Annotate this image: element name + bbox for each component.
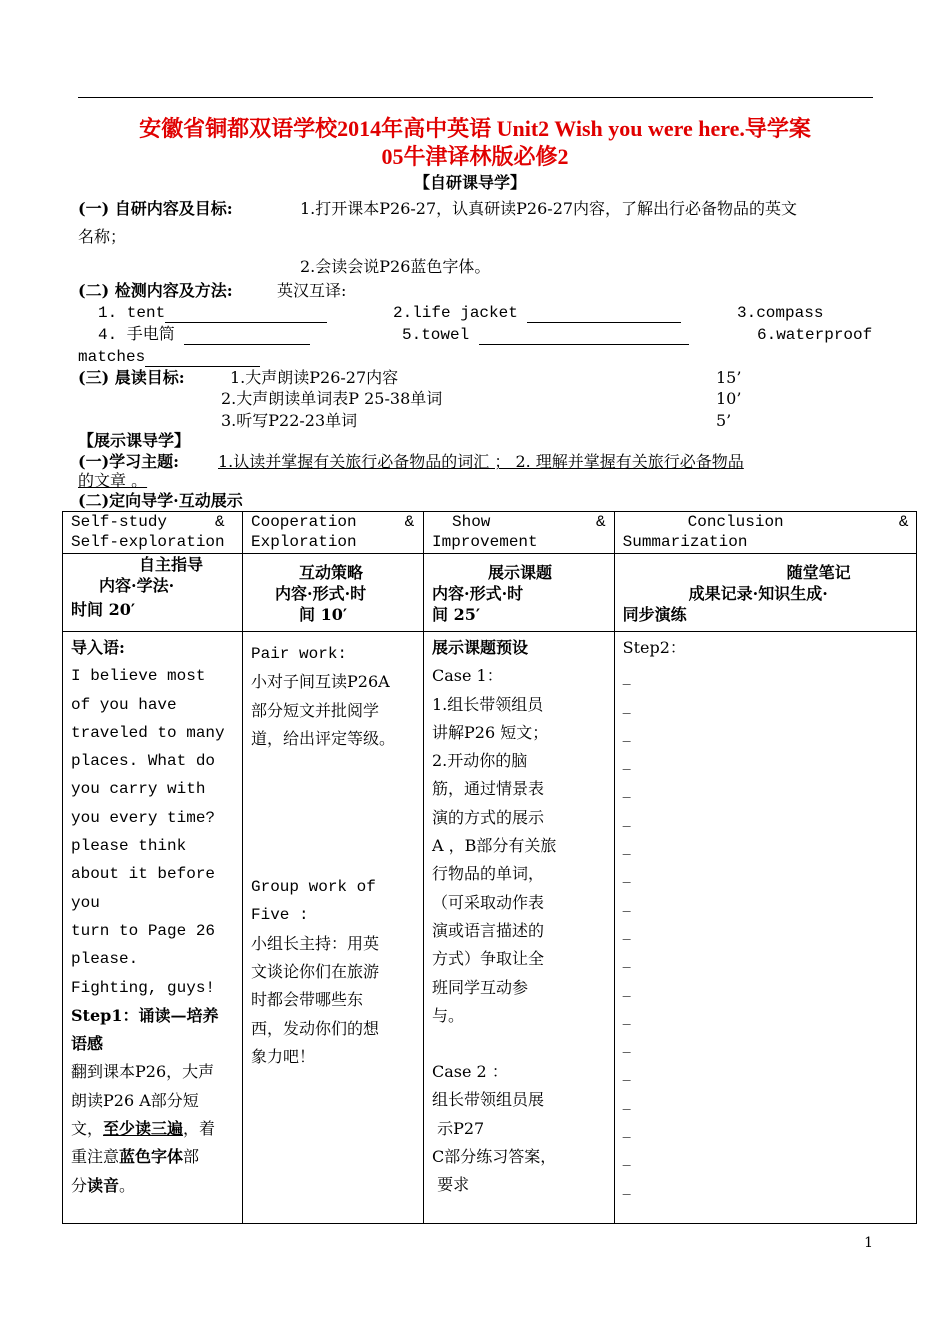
theme-text-2: 的文章 。 [78, 471, 148, 490]
vocab-item-6: 6.waterproof [757, 326, 873, 344]
vocab-item-6-cont: matches [78, 347, 260, 367]
section-heading-show: 【展示课导学】 [78, 431, 191, 450]
read-three-times-emphasis: 至少读三遍 [103, 1119, 184, 1139]
theme-text-1: 1.认读并掌握有关旅行必备物品的词汇 ； 2. 理解并掌握有关旅行必备物品 [218, 452, 744, 471]
intro-label: 导入语: [71, 638, 125, 657]
step1-text: 翻到课本P26，大声 [71, 1062, 215, 1082]
intro-line: please think [71, 837, 187, 856]
note-line[interactable]: _ [622, 1090, 631, 1110]
note-line[interactable]: _ [622, 1147, 631, 1167]
note-line[interactable]: _ [622, 977, 631, 997]
step1-title-cont: 语感 [71, 1034, 104, 1054]
table-body-row [63, 632, 917, 1224]
pair-work-text: 部分短文并批阅学 [251, 700, 380, 720]
case1-text: 行物品的单词， [432, 864, 545, 884]
case1-text: （可采取动作表 [432, 892, 545, 912]
vocab-item-4: 4. 手电筒 [98, 325, 310, 345]
page-number: 1 [864, 1235, 873, 1251]
header-show: Show & Improvement [424, 512, 615, 554]
document-title-line1: 安徽省铜都双语学校2014年高中英语 Unit2 Wish you were here.导学案 [139, 116, 811, 141]
note-line[interactable]: _ [622, 864, 631, 884]
answer-blank-2[interactable] [527, 306, 681, 323]
part1-item2: 2.会读会说P26蓝色字体。 [300, 257, 491, 276]
pair-work-text: 小对子间互读P26A [251, 672, 390, 692]
intro-line: I believe most [71, 667, 206, 686]
note-line[interactable]: _ [622, 1062, 631, 1082]
step1-text: 文，至少读三遍，着 [71, 1119, 216, 1139]
group-work-text: 时都会带哪些东 [251, 990, 364, 1010]
part1-item1: 1.打开课本P26-27，认真研读P26-27内容，了解出行必备物品的英文 [300, 199, 798, 218]
pair-work-text: 道，给出评定等级。 [251, 728, 396, 748]
case1-text: A ，B部分有关旅 [432, 836, 557, 856]
header-conclusion: Conclusion & Summarization [614, 512, 917, 554]
part1-item1-cont: 名称； [78, 227, 127, 246]
case1-text: 1.组长带领组员 [432, 694, 544, 714]
vocab-item-5: 5.towel [402, 325, 689, 345]
subheader-topics: 展示课题 内容·形式·时 间 25′ [424, 554, 615, 632]
case2-text: 示P27 [432, 1118, 485, 1138]
intro-line: you every time? [71, 808, 216, 827]
cell-class-notes [614, 632, 917, 1224]
note-line[interactable]: _ [622, 1034, 631, 1054]
intro-line: about it before [71, 865, 216, 884]
note-line[interactable]: _ [622, 807, 631, 827]
intro-line: places. What do [71, 752, 216, 771]
section-heading-self-study: 【自研课导学】 [414, 173, 527, 192]
note-line[interactable]: _ [622, 779, 631, 799]
case1-text: 班同学互动参 [432, 977, 529, 997]
part2-method: 英汉互译: [277, 281, 347, 300]
case2-text: C部分练习答案， [432, 1147, 557, 1167]
cell-show-topics [424, 632, 615, 1224]
answer-blank-4[interactable] [184, 328, 310, 345]
vocab-item-1: 1. tent [98, 303, 327, 323]
case2-text: 要求 [432, 1175, 470, 1195]
case1-text: 讲解P26 短文； [432, 722, 549, 742]
note-lines[interactable] [623, 662, 909, 1200]
cell-interaction-strategy [243, 632, 424, 1224]
step1-text: 朗读P26 A部分短 [71, 1090, 199, 1110]
case1-text: 演的方式的展示 [432, 807, 545, 827]
case1-text: 筋，通过情景表 [432, 779, 545, 799]
note-line[interactable]: _ [622, 949, 631, 969]
answer-blank-1[interactable] [165, 306, 327, 323]
case2-label: Case 2 ： [432, 1062, 508, 1082]
case1-text: 方式）争取让全 [432, 949, 545, 969]
theme-label: (一)学习主题: [78, 452, 180, 471]
case1-text: 2.开动你的脑 [432, 751, 528, 771]
morning-goal-3: 3.听写P22-23单词 [221, 411, 358, 430]
document-title-line2: 05牛津译林版必修2 [381, 144, 569, 169]
note-line[interactable]: _ [622, 892, 631, 912]
header-cooperation: Cooperation & Exploration [243, 512, 424, 554]
vocab-item-3: 3.compass [737, 304, 824, 322]
morning-goal-3-time: 5’ [716, 411, 732, 430]
group-work-label-cont: Five : [251, 906, 309, 925]
step2-label: Step2： [622, 638, 686, 657]
subheader-strategy: 互动策略 内容·形式·时 间 10′ [243, 554, 424, 632]
vocab-item-2: 2.life jacket [393, 303, 681, 323]
case2-text: 组长带领组员展 [432, 1090, 545, 1110]
step1-text: 重注意蓝色字体部 [71, 1147, 200, 1167]
note-line[interactable]: _ [622, 836, 631, 856]
step1-title: Step1：诵读—培养 [71, 1005, 219, 1025]
top-rule [78, 97, 873, 98]
part1-label: (一) 自研内容及目标: [78, 199, 233, 218]
case1-text: 演或语言描述的 [432, 920, 545, 940]
answer-blank-5[interactable] [479, 328, 689, 345]
morning-goal-1-time: 15’ [716, 368, 742, 387]
intro-line: you carry with [71, 780, 206, 799]
subheader-notes: 随堂笔记 成果记录·知识生成· 同步演练 [614, 554, 917, 632]
intro-line: of you have [71, 695, 177, 714]
intro-line: Fighting, guys! [71, 978, 216, 997]
note-line[interactable]: _ [622, 751, 631, 771]
topics-heading: 展示课题预设 [432, 638, 529, 657]
group-work-text: 文谈论你们在旅游 [251, 962, 380, 982]
note-line[interactable]: _ [622, 666, 631, 686]
pronunciation-emphasis: 读音 [87, 1175, 120, 1195]
cell-self-guidance [63, 632, 243, 1224]
intro-line: traveled to many [71, 723, 225, 742]
morning-goal-2: 2.大声朗读单词表P 25-38单词 [221, 389, 443, 408]
group-work-text: 象力吧！ [251, 1046, 316, 1066]
case1-label: Case 1： [432, 666, 503, 686]
note-line[interactable]: _ [622, 722, 631, 742]
intro-line: turn to Page 26 [71, 921, 216, 940]
pair-work-label: Pair work: [251, 645, 348, 663]
answer-blank-6[interactable] [145, 350, 260, 367]
section-heading-guided: (二)定向导学·互动展示 [78, 491, 243, 510]
guided-learning-table [62, 511, 917, 1224]
table-header-row-en [63, 512, 917, 554]
header-self-study: Self-study & Self-exploration [63, 512, 243, 554]
intro-line: you [71, 893, 100, 912]
case1-text: 与。 [432, 1005, 465, 1025]
intro-line: please. [71, 950, 139, 969]
part2-label: (二) 检测内容及方法: [78, 281, 233, 300]
step1-text: 分读音。 [71, 1175, 136, 1195]
group-work-text: 西，发动你们的想 [251, 1018, 380, 1038]
note-line[interactable]: _ [622, 1175, 631, 1195]
note-line[interactable]: _ [622, 1119, 631, 1139]
blue-font-emphasis: 蓝色字体 [119, 1147, 184, 1167]
morning-goal-2-time: 10’ [716, 389, 742, 408]
note-line[interactable]: _ [622, 694, 631, 714]
group-work-text: 小组长主持：用英 [251, 933, 380, 953]
note-line[interactable]: _ [622, 920, 631, 940]
part3-label: (三) 晨读目标: [78, 368, 185, 387]
note-line[interactable]: _ [622, 1005, 631, 1025]
group-work-label: Group work of [251, 878, 376, 897]
subheader-guidance: 自主指导 内容·学法· 时间 20′ [63, 554, 243, 632]
table-header-row-cn [63, 554, 917, 632]
morning-goal-1: 1.大声朗读P26-27内容 [230, 368, 399, 387]
